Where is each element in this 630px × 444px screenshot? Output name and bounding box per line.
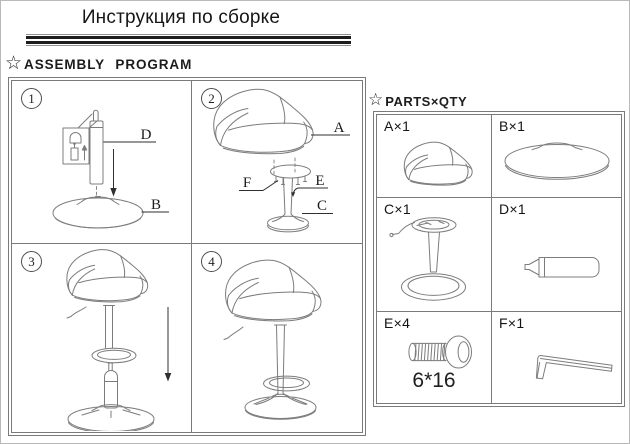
part-label-d: D xyxy=(140,127,152,143)
step-number-badge: 1 xyxy=(21,88,42,109)
part-qty-label: D×1 xyxy=(499,201,526,217)
step-2-annotations xyxy=(239,135,350,214)
step-number-badge: 4 xyxy=(201,251,222,272)
step-number-badge: 3 xyxy=(21,251,42,272)
page-title: Инструкция по сборке xyxy=(81,7,281,28)
part-qty-label: F×1 xyxy=(499,315,525,331)
assembly-heading xyxy=(5,52,193,74)
assembled-stool-drawing xyxy=(224,260,321,419)
step-3-panel xyxy=(12,244,191,431)
step-4-panel xyxy=(192,244,361,431)
part-cell-b xyxy=(492,115,619,197)
part-cell-e xyxy=(377,312,491,401)
step-1-panel xyxy=(12,81,191,243)
parts-heading-label: PARTS×QTY xyxy=(385,94,468,109)
part-label-e: E xyxy=(315,173,325,189)
step-3-diagram xyxy=(12,244,191,431)
parts-heading xyxy=(368,90,468,110)
part-qty-label: C×1 xyxy=(384,201,411,217)
star-icon: ☆ xyxy=(368,90,384,110)
part-label-f: F xyxy=(242,175,252,191)
bolt-size-label: 6*16 xyxy=(412,369,456,392)
gas-lift-insert-drawing xyxy=(53,110,143,228)
down-arrow-icon xyxy=(165,373,172,382)
title-divider xyxy=(26,34,351,46)
part-qty-label: A×1 xyxy=(384,118,411,134)
step-2-panel xyxy=(192,81,361,243)
step-3-annotations xyxy=(165,307,172,382)
step-4-diagram xyxy=(192,244,361,431)
part-cell-a xyxy=(377,115,491,197)
step-number-badge: 2 xyxy=(201,88,222,109)
steps-grid-inner xyxy=(11,80,363,433)
stool-onto-base-drawing xyxy=(67,250,154,431)
part-qty-label: B×1 xyxy=(499,118,526,134)
parts-table xyxy=(373,111,625,407)
parts-table-inner xyxy=(376,114,622,404)
assembly-steps-grid xyxy=(8,77,366,436)
assembly-heading-label: ASSEMBLY PROGRAM xyxy=(24,57,193,72)
seat-to-column-drawing xyxy=(214,89,313,232)
part-qty-label: E×4 xyxy=(384,315,411,331)
part-cell-d xyxy=(492,198,619,311)
down-arrow-icon xyxy=(110,188,116,197)
part-label-c: C xyxy=(316,198,328,214)
part-label-b: B xyxy=(150,197,162,213)
star-icon: ☆ xyxy=(5,52,23,74)
part-label-a: A xyxy=(333,120,345,136)
part-cell-f xyxy=(492,312,619,401)
part-cell-c xyxy=(377,198,491,311)
